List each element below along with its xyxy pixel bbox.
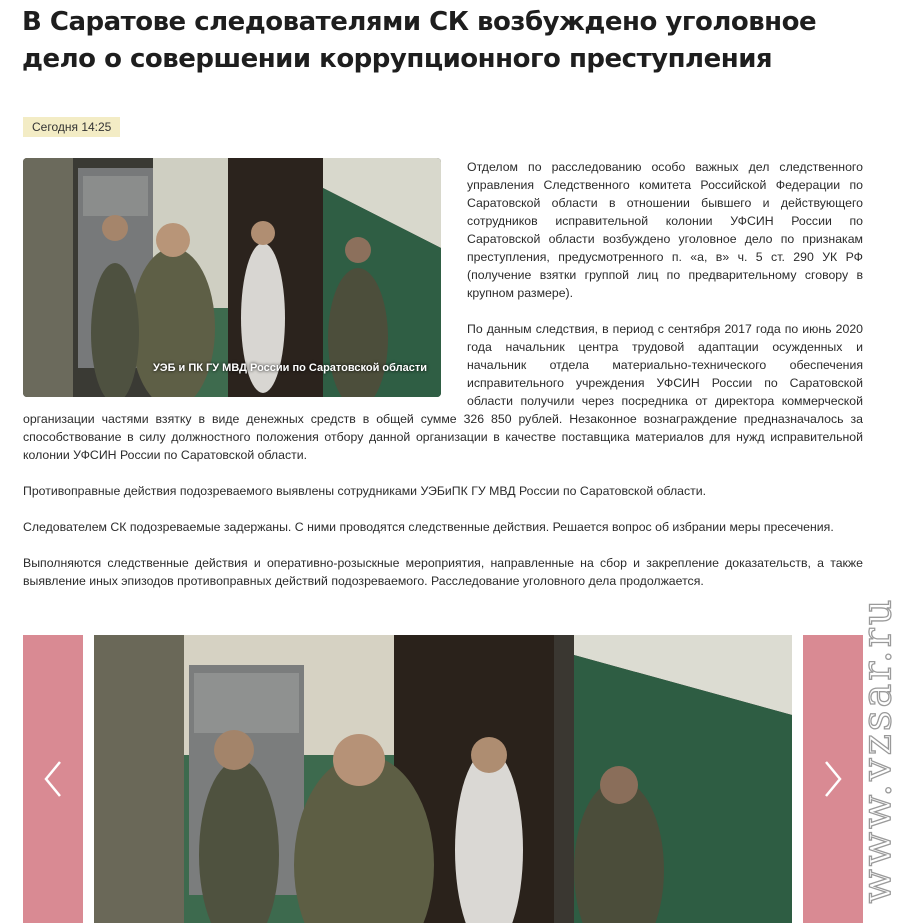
gallery-photo-image <box>94 635 792 923</box>
article-paragraph: Выполняются следственные действия и оперативно-розыскные мероприятия, направленные на сбор и закрепление доказательств, а также выявление иных эпизодов противоправных действий подозреваемого. Расследование уголовного дела продолжается. <box>23 556 863 588</box>
chevron-left-icon <box>42 759 64 799</box>
gallery-prev-button[interactable] <box>23 635 83 923</box>
gallery-photo[interactable] <box>94 635 792 923</box>
lead-photo[interactable] <box>23 158 441 397</box>
article-title: В Саратове следователями СК возбуждено уголовное дело о совершении коррупционного преступления <box>22 7 817 74</box>
article-paragraph: Следователем СК подозреваемые задержаны. С ними проводятся следственные действия. Решается вопрос об избрании меры пресечения. <box>23 520 834 534</box>
article-body <box>23 158 863 608</box>
photo-caption: УЭБ и ПК ГУ МВД России по Саратовской области <box>153 362 427 374</box>
article-paragraph: По данным следствия, в период с сентября 2017 года по июнь 2020 года начальник центра трудовой адаптации осужденных и начальник отдела материально-технического обеспечения исправительного учреждения УФСИН России по Саратовской области получили через посредника от директора коммерческой организации частями взятку в виде денежных средств в общей сумме 326 850 рублей. Незаконное вознаграждение предназначалось за способствование в силу должностного положения отбору данной организации в качестве поставщика материалов для нужд исправительной колонии УФСИН России по Саратовской области. <box>23 322 863 462</box>
date-badge: Сегодня 14:25 <box>23 117 120 137</box>
photo-gallery <box>23 635 863 923</box>
watermark-text: www.vzsar.ru <box>855 596 901 904</box>
article-paragraph: Отделом по расследованию особо важных дел следственного управления Следственного комитета Российской Федерации по Саратовской области в отношении бывшего и действующего сотрудников исправительной колонии УФСИН России по Саратовской области возбуждено уголовное дело по признакам преступления, предусмотренного п. «а, в» ч. 5 ст. 290 УК РФ (получение взятки группой лиц по предварительному сговору в крупном размере). <box>467 160 863 300</box>
chevron-right-icon <box>822 759 844 799</box>
site-watermark <box>855 590 901 910</box>
article-paragraph: Противоправные действия подозреваемого выявлены сотрудниками УЭБиПК ГУ МВД России по Саратовской области. <box>23 484 707 498</box>
